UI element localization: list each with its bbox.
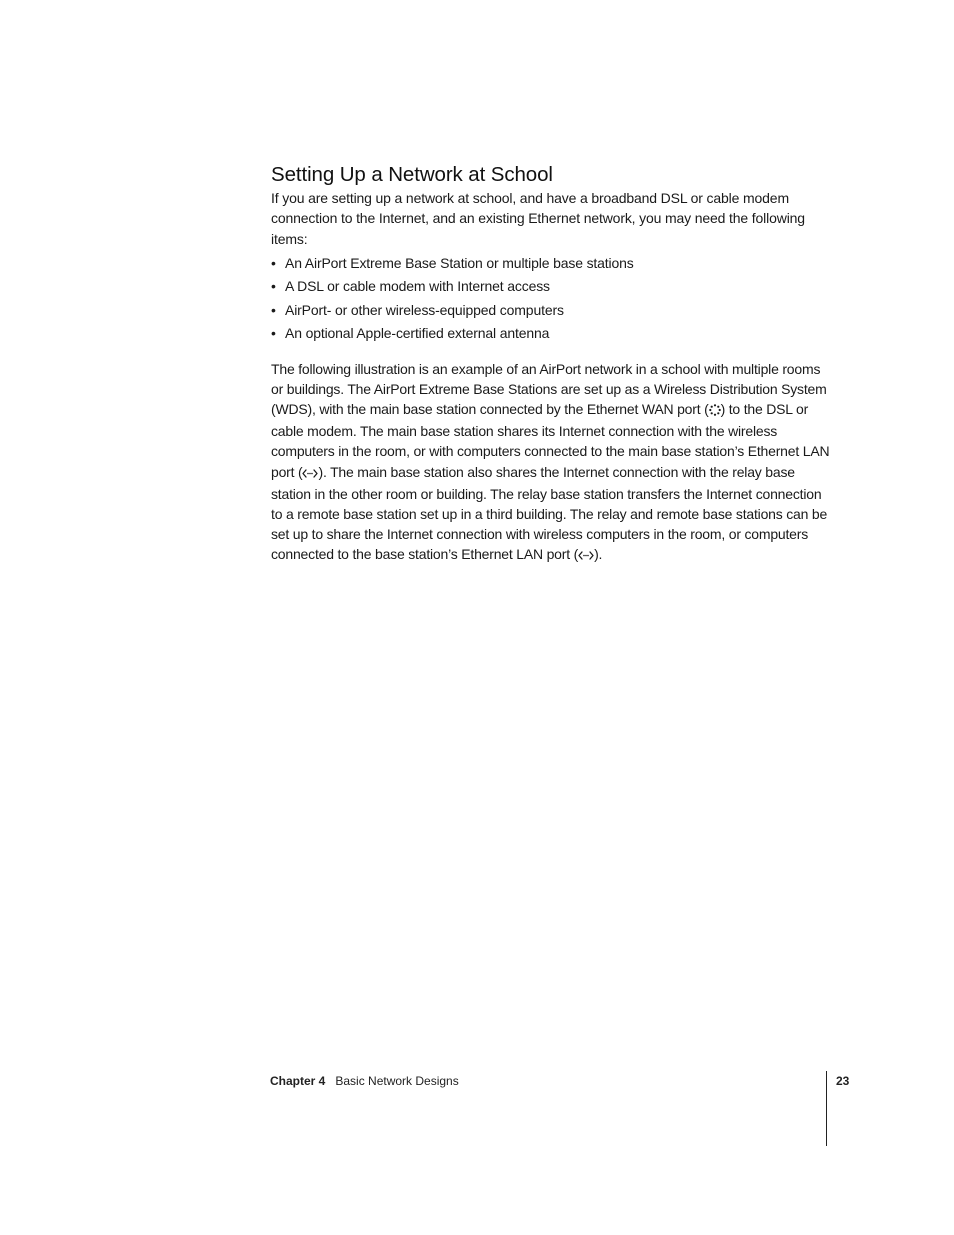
list-item-text: An optional Apple-certified external antenna (285, 325, 550, 342)
bullet-icon: • (271, 254, 276, 271)
ethernet-lan-port-icon (302, 464, 318, 484)
page-number: 23 (836, 1074, 850, 1088)
list-item-text: AirPort- or other wireless-equipped computers (285, 301, 564, 318)
chapter-label: Chapter 4 (270, 1074, 326, 1088)
bullet-icon: • (271, 301, 276, 318)
list-item (271, 299, 831, 322)
paragraph-text: ). The main base station also shares the Internet connection with the relay base station in the other room or building. The relay base station transfers the Internet connection to a remote base station set up in a third building. The relay and remote base stations can be set up to share the Internet connection with wireless computers in the room, or computers connected to the base station’s Ethernet LAN port ( (271, 463, 828, 563)
list-item-text: An AirPort Extreme Base Station or multiple base stations (285, 254, 634, 271)
illustration-description-paragraph (271, 359, 831, 567)
list-item (271, 275, 831, 298)
list-item (271, 322, 831, 345)
ethernet-lan-port-icon (578, 546, 594, 566)
chapter-title: Basic Network Designs (335, 1074, 459, 1088)
section-title: Setting Up a Network at School (271, 163, 553, 186)
paragraph-text: ). (594, 546, 603, 563)
requirements-list (271, 252, 831, 346)
list-item (271, 252, 831, 275)
page-footer (270, 1073, 459, 1089)
footer-divider (826, 1071, 827, 1146)
ethernet-wan-port-icon (709, 401, 721, 421)
bullet-icon: • (271, 325, 276, 342)
paragraph-text: The following illustration is an example of an AirPort network in a school with multiple rooms or buildings. The AirPort Extreme Base Stations are set up as a Wireless Distribution System (WDS), with the main base station connected by the Ethernet WAN port ( (271, 360, 827, 417)
paragraph-text: ) to the DSL or cable modem. The main base station shares its Internet connection with the wireless computers in the room, or with computers connected to the main base station’s Ethernet LAN port ( (271, 400, 830, 480)
bullet-icon: • (271, 278, 276, 295)
page-content (271, 162, 831, 567)
list-item-text: A DSL or cable modem with Internet access (285, 278, 550, 295)
intro-paragraph: If you are setting up a network at school, and have a broadband DSL or cable modem connection to the Internet, and an existing Ethernet network, you may need the following items: (271, 190, 805, 247)
